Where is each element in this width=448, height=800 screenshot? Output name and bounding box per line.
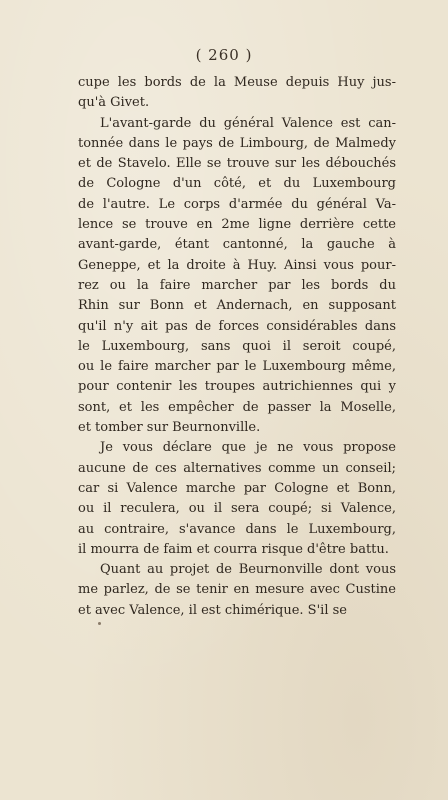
text-line: le Luxembourg, sans quoi il seroit coupé, xyxy=(78,338,396,354)
body-text xyxy=(78,73,396,621)
paper-speck xyxy=(98,622,101,625)
text-line: rez ou la faire marcher par les bords du xyxy=(78,277,396,293)
text-line: et avec Valence, il est chimérique. S'il se xyxy=(78,602,347,618)
text-line: de l'autre. Le corps d'armée du général Va- xyxy=(78,196,396,212)
text-line: Geneppe, et la droite à Huy. Ainsi vous pour- xyxy=(78,257,396,273)
text-line: ou il reculera, ou il sera coupé; si Valence, xyxy=(78,501,396,517)
paragraph xyxy=(78,114,396,439)
text-line: ou le faire marcher par le Luxembourg même, xyxy=(78,359,396,375)
text-line: car si Valence marche par Cologne et Bonn, xyxy=(78,480,396,496)
text-line: aucune de ces alternatives comme un conseil; xyxy=(78,460,396,476)
text-line: lence se trouve en 2me ligne derrière cette xyxy=(78,217,396,233)
text-line: et tomber sur Beurnonville. xyxy=(78,420,261,436)
text-line: avant-garde, étant cantonné, la gauche à xyxy=(78,237,396,253)
text-line: tonnée dans le pays de Limbourg, de Malmedy xyxy=(78,135,396,151)
text-line: pour contenir les troupes autrichiennes qui y xyxy=(78,379,396,395)
text-line: et de Stavelo. Elle se trouve sur les débouchés xyxy=(78,156,396,172)
text-line: Quant au projet de Beurnonville dont vous xyxy=(100,562,396,578)
paragraph xyxy=(78,438,396,560)
text-line: au contraire, s'avance dans le Luxembourg, xyxy=(78,521,396,537)
page-number: ( 260 ) xyxy=(195,46,253,64)
text-line: qu'il n'y ait pas de forces considérables dans xyxy=(78,318,396,334)
paragraph xyxy=(78,73,396,114)
text-line: L'avant-garde du général Valence est can- xyxy=(100,115,396,131)
text-line: qu'à Givet. xyxy=(78,95,150,111)
text-line: cupe les bords de la Meuse depuis Huy jus- xyxy=(78,75,396,90)
text-line: Rhin sur Bonn et Andernach, en supposant xyxy=(78,298,396,314)
text-line: il mourra de faim et courra risque d'être battu. xyxy=(78,541,389,557)
paragraph xyxy=(78,560,396,621)
text-line: sont, et les empêcher de passer la Moselle, xyxy=(78,399,396,415)
text-line: Je vous déclare que je ne vous propose xyxy=(100,440,396,456)
text-line: me parlez, de se tenir en mesure avec Custine xyxy=(78,582,396,598)
text-line: de Cologne d'un côté, et du Luxembourg xyxy=(78,176,396,192)
